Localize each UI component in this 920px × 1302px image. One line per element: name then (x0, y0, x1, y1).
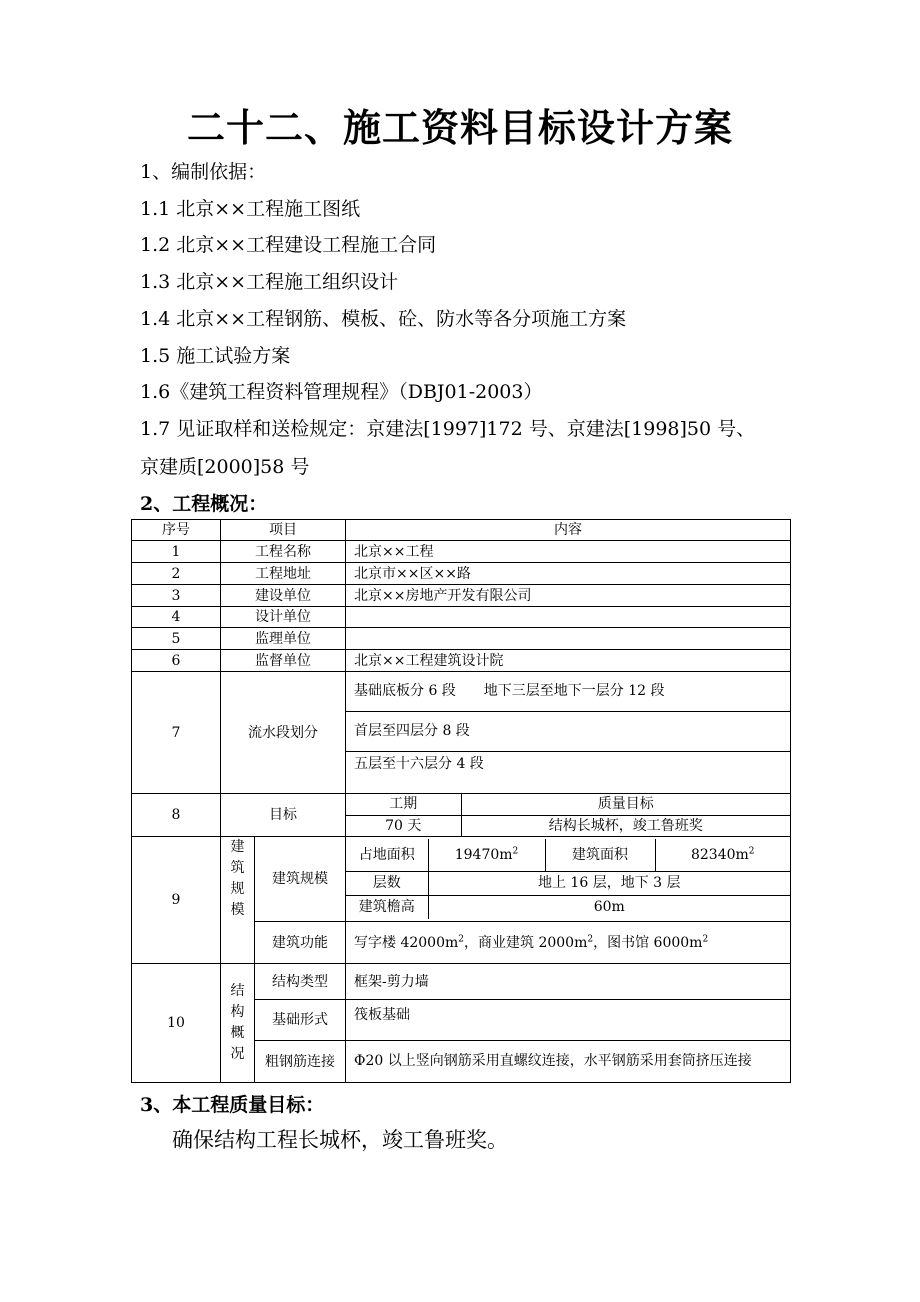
function-value: 写字楼 $42000m^2$，商业建筑 $2000m^2$，图书馆 $6000m^2$ (346, 922, 791, 964)
table-row (132, 628, 791, 650)
row-no: 9 (132, 837, 221, 964)
row-content: 北京××房地产开发有限公司 (346, 585, 791, 607)
table-row-structure-type (132, 964, 791, 1000)
floors-label: 层数 (346, 871, 428, 895)
row-no: 10 (132, 964, 221, 1083)
row-item: 监督单位 (221, 650, 346, 672)
basis-item: 1.3 北京××工程施工组织设计 (140, 271, 399, 293)
row-content (346, 628, 791, 650)
structure-group-label: 结 构 概 况 (221, 964, 255, 1083)
table-row (132, 585, 791, 607)
period-value: 70 天 (346, 815, 461, 836)
basis-item: 1.2 北京××工程建设工程施工合同 (140, 234, 437, 256)
header-item: 项目 (221, 520, 346, 541)
build-area-label: 建筑面积 (545, 839, 655, 871)
row-item: 工程名称 (221, 541, 346, 563)
page-title: 二十二、施工资料目标设计方案 (186, 105, 733, 150)
basis-item: 1.4 北京××工程钢筋、模板、砼、防水等各分项施工方案 (140, 308, 627, 330)
header-content: 内容 (346, 520, 791, 541)
foundation-value: 筏板基础 (346, 1000, 791, 1041)
section2-heading: 2、工程概况： (140, 493, 268, 515)
structure-type-label: 结构类型 (255, 964, 346, 1000)
section3-heading: 3、本工程质量目标： (140, 1094, 325, 1116)
rebar-label: 粗钢筋连接 (255, 1041, 346, 1083)
row-item: 流水段划分 (221, 672, 346, 794)
row-no: 8 (132, 794, 221, 837)
row-item: 目标 (221, 794, 346, 837)
row-item: 监理单位 (221, 628, 346, 650)
basis-item: 1.7 见证取样和送检规定：京建法[1997]172 号、京建法[1998]50 号、 (140, 418, 756, 440)
row-item: 建设单位 (221, 585, 346, 607)
project-overview-table (131, 519, 791, 1083)
rebar-value: Φ20 以上竖向钢筋采用直螺纹连接，水平钢筋采用套筒挤压连接 (346, 1041, 791, 1083)
height-label: 建筑檐高 (346, 895, 428, 919)
structure-type-value: 框架-剪力墙 (346, 964, 791, 1000)
table-row-flow-sections (132, 672, 791, 794)
row-no: 1 (132, 541, 221, 563)
row-no: 4 (132, 607, 221, 628)
table-row (132, 650, 791, 672)
table-row-building-scale (132, 837, 791, 922)
table-row (132, 607, 791, 628)
building-scale-group-label: 建 筑 规 模 (221, 837, 255, 964)
foundation-label: 基础形式 (255, 1000, 346, 1041)
basis-item: 1.1 北京××工程施工图纸 (140, 198, 361, 220)
row-no: 6 (132, 650, 221, 672)
flow-section-cell (346, 672, 791, 794)
table-row-target (132, 794, 791, 837)
row-content: 北京××工程 (346, 541, 791, 563)
build-area-value: $82340m^2$ (655, 839, 790, 871)
height-value: 60m (593, 899, 625, 916)
row-content: 北京××工程建筑设计院 (346, 650, 791, 672)
section1-heading: 1、编制依据： (140, 161, 267, 183)
land-area-label: 占地面积 (346, 839, 428, 871)
period-label: 工期 (346, 794, 461, 815)
function-label: 建筑功能 (255, 922, 346, 964)
flow-line: 首层至四层分 8 段 (346, 712, 790, 752)
header-no: 序号 (132, 520, 221, 541)
row-item: 设计单位 (221, 607, 346, 628)
floors-value: 地上 16 层，地下 3 层 (428, 871, 790, 895)
basis-item: 1.5 施工试验方案 (140, 345, 291, 367)
row-no: 2 (132, 563, 221, 585)
quality-value: 结构长城杯，竣工鲁班奖 (548, 817, 703, 834)
scale-cell (346, 837, 791, 922)
row-content (346, 607, 791, 628)
basis-item: 京建质[2000]58 号 (140, 456, 310, 478)
row-no: 7 (132, 672, 221, 794)
quality-target-text: 确保结构工程长城杯，竣工鲁班奖。 (172, 1128, 508, 1152)
flow-line: 基础底板分 6 段 地下三层至地下一层分 12 段 (346, 672, 790, 712)
table-row (132, 563, 791, 585)
scale-label: 建筑规模 (255, 837, 346, 922)
row-item: 工程地址 (221, 563, 346, 585)
row-no: 5 (132, 628, 221, 650)
table-header-row (132, 520, 791, 541)
target-cell (346, 794, 791, 837)
row-no: 3 (132, 585, 221, 607)
table-row (132, 541, 791, 563)
flow-line: 五层至十六层分 4 段 (354, 756, 484, 772)
basis-item: 1.6《建筑工程资料管理规程》（DBJ01-2003） (140, 381, 543, 403)
land-area-value: $19470m^2$ (428, 839, 545, 871)
row-content: 北京市××区××路 (346, 563, 791, 585)
quality-label: 质量目标 (461, 794, 790, 815)
